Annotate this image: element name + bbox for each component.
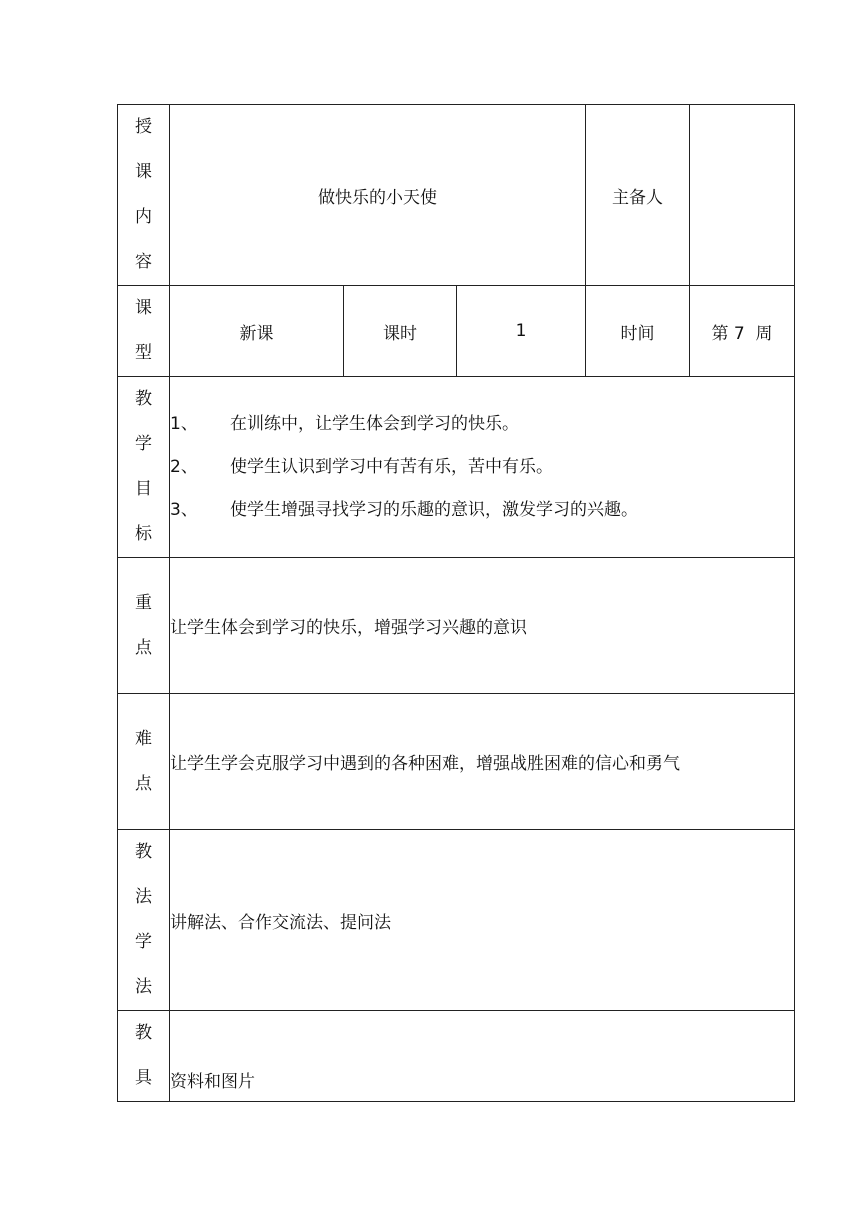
goal-number: 2、 xyxy=(170,456,198,477)
goal-number: 3、 xyxy=(170,499,198,520)
goal-text: 使学生增强寻找学习的乐趣的意识，激发学习的兴趣。 xyxy=(230,499,638,520)
label-difficulties xyxy=(118,694,170,830)
preparer-label: 主备人 xyxy=(586,105,690,286)
goal-item xyxy=(170,403,794,446)
label-teaching-goals-text: 教学目标 xyxy=(134,389,152,544)
label-lesson-type-text: 课型 xyxy=(134,298,152,363)
period-label: 课时 xyxy=(344,286,457,377)
row-teaching-goals xyxy=(118,377,795,558)
teaching-tools-text: 资料和图片 xyxy=(170,1011,795,1102)
goal-number: 1、 xyxy=(170,413,198,434)
row-teaching-tools xyxy=(118,1011,795,1102)
lesson-title: 做快乐的小天使 xyxy=(170,105,586,286)
row-difficulties xyxy=(118,694,795,830)
label-lesson-content xyxy=(118,105,170,286)
difficulties-text: 让学生学会克服学习中遇到的各种困难，增强战胜困难的信心和勇气 xyxy=(170,694,795,830)
goal-text: 在训练中，让学生体会到学习的快乐。 xyxy=(230,413,519,434)
label-teaching-tools-text: 教具 xyxy=(134,1023,152,1088)
row-lesson-content xyxy=(118,105,795,286)
row-lesson-type xyxy=(118,286,795,377)
label-lesson-content-text: 授课内容 xyxy=(134,117,152,272)
label-key-points-text: 重点 xyxy=(134,592,152,658)
methods-text: 讲解法、合作交流法、提问法 xyxy=(170,830,795,1011)
period-value: 1 xyxy=(457,286,586,377)
label-lesson-type xyxy=(118,286,170,377)
label-difficulties-text: 难点 xyxy=(134,728,152,794)
row-methods xyxy=(118,830,795,1011)
label-teaching-tools xyxy=(118,1011,170,1102)
lesson-plan-table xyxy=(117,104,795,1102)
time-label: 时间 xyxy=(586,286,690,377)
label-methods-text: 教法学法 xyxy=(134,842,152,997)
goal-item xyxy=(170,446,794,489)
row-key-points xyxy=(118,558,795,694)
label-key-points xyxy=(118,558,170,694)
time-value: 第 7 周 xyxy=(690,286,795,377)
key-points-text: 让学生体会到学习的快乐，增强学习兴趣的意识 xyxy=(170,558,795,694)
teaching-goals-list xyxy=(170,377,795,558)
goal-text: 使学生认识到学习中有苦有乐，苦中有乐。 xyxy=(230,456,553,477)
label-teaching-goals xyxy=(118,377,170,558)
label-methods xyxy=(118,830,170,1011)
lesson-type-value: 新课 xyxy=(170,286,344,377)
preparer-value xyxy=(690,105,795,286)
goal-item xyxy=(170,489,794,532)
